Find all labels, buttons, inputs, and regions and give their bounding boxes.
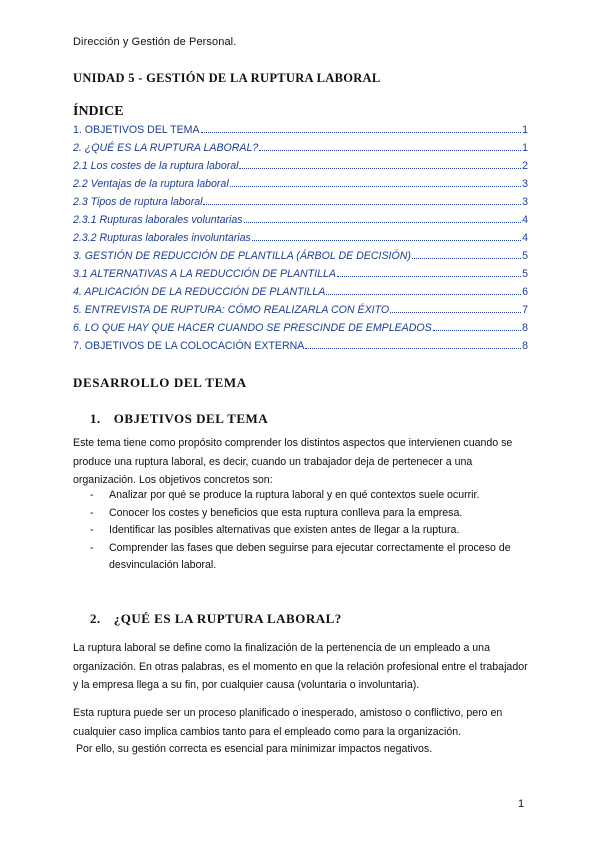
toc-entry-page: 2 xyxy=(522,160,528,172)
toc-leader-dots xyxy=(305,347,521,349)
toc-entry-label: 3. GESTIÓN DE REDUCCIÓN DE PLANTILLA (ÁRBOL DE DECISIÓN) xyxy=(73,250,411,262)
section-2-paragraph-3: Por ello, su gestión correcta es esencial para minimizar impactos negativos. xyxy=(73,743,433,755)
list-item xyxy=(90,522,535,540)
toc-entry-label: 2. ¿QUÉ ES LA RUPTURA LABORAL? xyxy=(73,142,259,154)
toc-leader-dots xyxy=(259,149,521,151)
toc-entry-page: 4 xyxy=(522,214,528,226)
section-1-title: OBJETIVOS DEL TEMA xyxy=(113,411,269,426)
toc-entry-label: 2.1 Los costes de la ruptura laboral xyxy=(73,160,239,172)
toc-leader-dots xyxy=(239,167,521,169)
section-1-intro: Este tema tiene como propósito comprender los distintos aspectos que intervienen cuando se produce una ruptura laboral, es decir, cuando un trabajador deja de pertenecer a una organización. Los objetivos concretos son: xyxy=(73,437,513,486)
toc-entry-page: 3 xyxy=(522,196,528,208)
toc-entry-3[interactable] xyxy=(73,250,528,268)
toc-leader-dots xyxy=(230,185,521,187)
list-item-text: Comprender las fases que deben seguirse para ejecutar correctamente el proceso de desvinculación laboral. xyxy=(109,541,511,571)
toc-entry-label: 3.1 ALTERNATIVAS A LA REDUCCIÓN DE PLANTILLA xyxy=(73,268,336,280)
toc-entry-label: 2.3.2 Rupturas laborales involuntarias xyxy=(73,232,251,244)
toc-entry-page: 6 xyxy=(522,286,528,298)
toc-leader-dots xyxy=(433,329,521,331)
list-item xyxy=(90,487,535,505)
toc-entry-label: 1. OBJETIVOS DEL TEMA xyxy=(73,124,200,136)
toc-entry-page: 4 xyxy=(522,232,528,244)
toc-leader-dots xyxy=(390,311,521,313)
toc-entry-2-3[interactable] xyxy=(73,196,528,214)
toc-entry-label: 4. APLICACIÓN DE LA REDUCCIÓN DE PLANTILLA xyxy=(73,286,326,298)
toc-entry-page: 1 xyxy=(522,124,528,136)
toc-entry-label: 7. OBJETIVOS DE LA COLOCACIÓN EXTERNA xyxy=(73,340,305,352)
section-2-number: 2. xyxy=(90,611,101,626)
toc-entry-label: 2.3 Tipos de ruptura laboral xyxy=(73,196,203,208)
toc-entry-label: 6. LO QUE HAY QUE HACER CUANDO SE PRESCINDE DE EMPLEADOS xyxy=(73,322,432,334)
toc-leader-dots xyxy=(244,221,521,223)
section-1-objectives-list xyxy=(90,487,535,575)
page-header: Dirección y Gestión de Personal. xyxy=(73,36,237,48)
toc-entry-2-3-2[interactable] xyxy=(73,232,528,250)
toc-entry-1[interactable] xyxy=(73,124,528,142)
section-1-number: 1. xyxy=(90,411,101,426)
toc-entry-page: 3 xyxy=(522,178,528,190)
list-item xyxy=(90,505,535,523)
unit-title: UNIDAD 5 - GESTIÓN DE LA RUPTURA LABORAL xyxy=(73,71,381,85)
toc-leader-dots xyxy=(337,275,521,277)
list-item-text: Identificar las posibles alternativas que existen antes de llegar a la ruptura. xyxy=(109,524,460,536)
toc-entry-label: 2.2 Ventajas de la ruptura laboral xyxy=(73,178,229,190)
section-2-paragraph-2: Esta ruptura puede ser un proceso planificado o inesperado, amistoso o conflictivo, pero en cualquier caso implica cambios tanto para el empleado como para la organización. xyxy=(73,707,503,738)
toc-entry-3-1[interactable] xyxy=(73,268,528,286)
toc-leader-dots xyxy=(201,131,522,133)
toc-entry-2-1[interactable] xyxy=(73,160,528,178)
toc-entry-6[interactable] xyxy=(73,322,528,340)
section-2-title: ¿QUÉ ES LA RUPTURA LABORAL? xyxy=(113,611,342,626)
dash-bullet: - xyxy=(90,541,94,554)
table-of-contents xyxy=(73,124,528,358)
toc-leader-dots xyxy=(326,293,521,295)
dash-bullet: - xyxy=(90,524,94,536)
page-number: 1 xyxy=(518,798,525,810)
toc-entry-2-2[interactable] xyxy=(73,178,528,196)
toc-entry-page: 5 xyxy=(522,268,528,280)
list-item xyxy=(90,540,535,575)
toc-entry-page: 5 xyxy=(522,250,528,262)
toc-entry-2-3-1[interactable] xyxy=(73,214,528,232)
toc-entry-4[interactable] xyxy=(73,286,528,304)
section-1-heading xyxy=(90,411,268,427)
toc-leader-dots xyxy=(203,203,521,205)
development-title: DESARROLLO DEL TEMA xyxy=(73,375,247,390)
list-item-text: Analizar por qué se produce la ruptura laboral y en qué contextos suele ocurrir. xyxy=(109,489,480,501)
section-2-paragraph-1: La ruptura laboral se define como la finalización de la pertenencia de un empleado a una organización. En otras palabras, es el momento en que la relación profesional entre el trabajador y la empresa llega a su fin, por cualquier causa (voluntaria o involuntaria). xyxy=(73,642,528,691)
toc-entry-page: 1 xyxy=(522,142,528,154)
toc-entry-7[interactable] xyxy=(73,340,528,358)
toc-leader-dots xyxy=(412,257,521,259)
dash-bullet: - xyxy=(90,489,94,501)
section-2-heading xyxy=(90,611,342,627)
toc-leader-dots xyxy=(252,239,521,241)
toc-entry-label: 2.3.1 Rupturas laborales voluntarias xyxy=(73,214,243,226)
toc-entry-page: 8 xyxy=(522,322,528,334)
toc-title: ÍNDICE xyxy=(73,104,124,119)
toc-entry-label: 5. ENTREVISTA DE RUPTURA: CÓMO REALIZARLA CON ÉXITO xyxy=(73,304,390,316)
toc-entry-2[interactable] xyxy=(73,142,528,160)
toc-entry-page: 8 xyxy=(522,340,528,352)
toc-entry-5[interactable] xyxy=(73,304,528,322)
dash-bullet: - xyxy=(90,506,94,519)
toc-entry-page: 7 xyxy=(522,304,528,316)
list-item-text: Conocer los costes y beneficios que esta ruptura conlleva para la empresa. xyxy=(109,506,463,519)
